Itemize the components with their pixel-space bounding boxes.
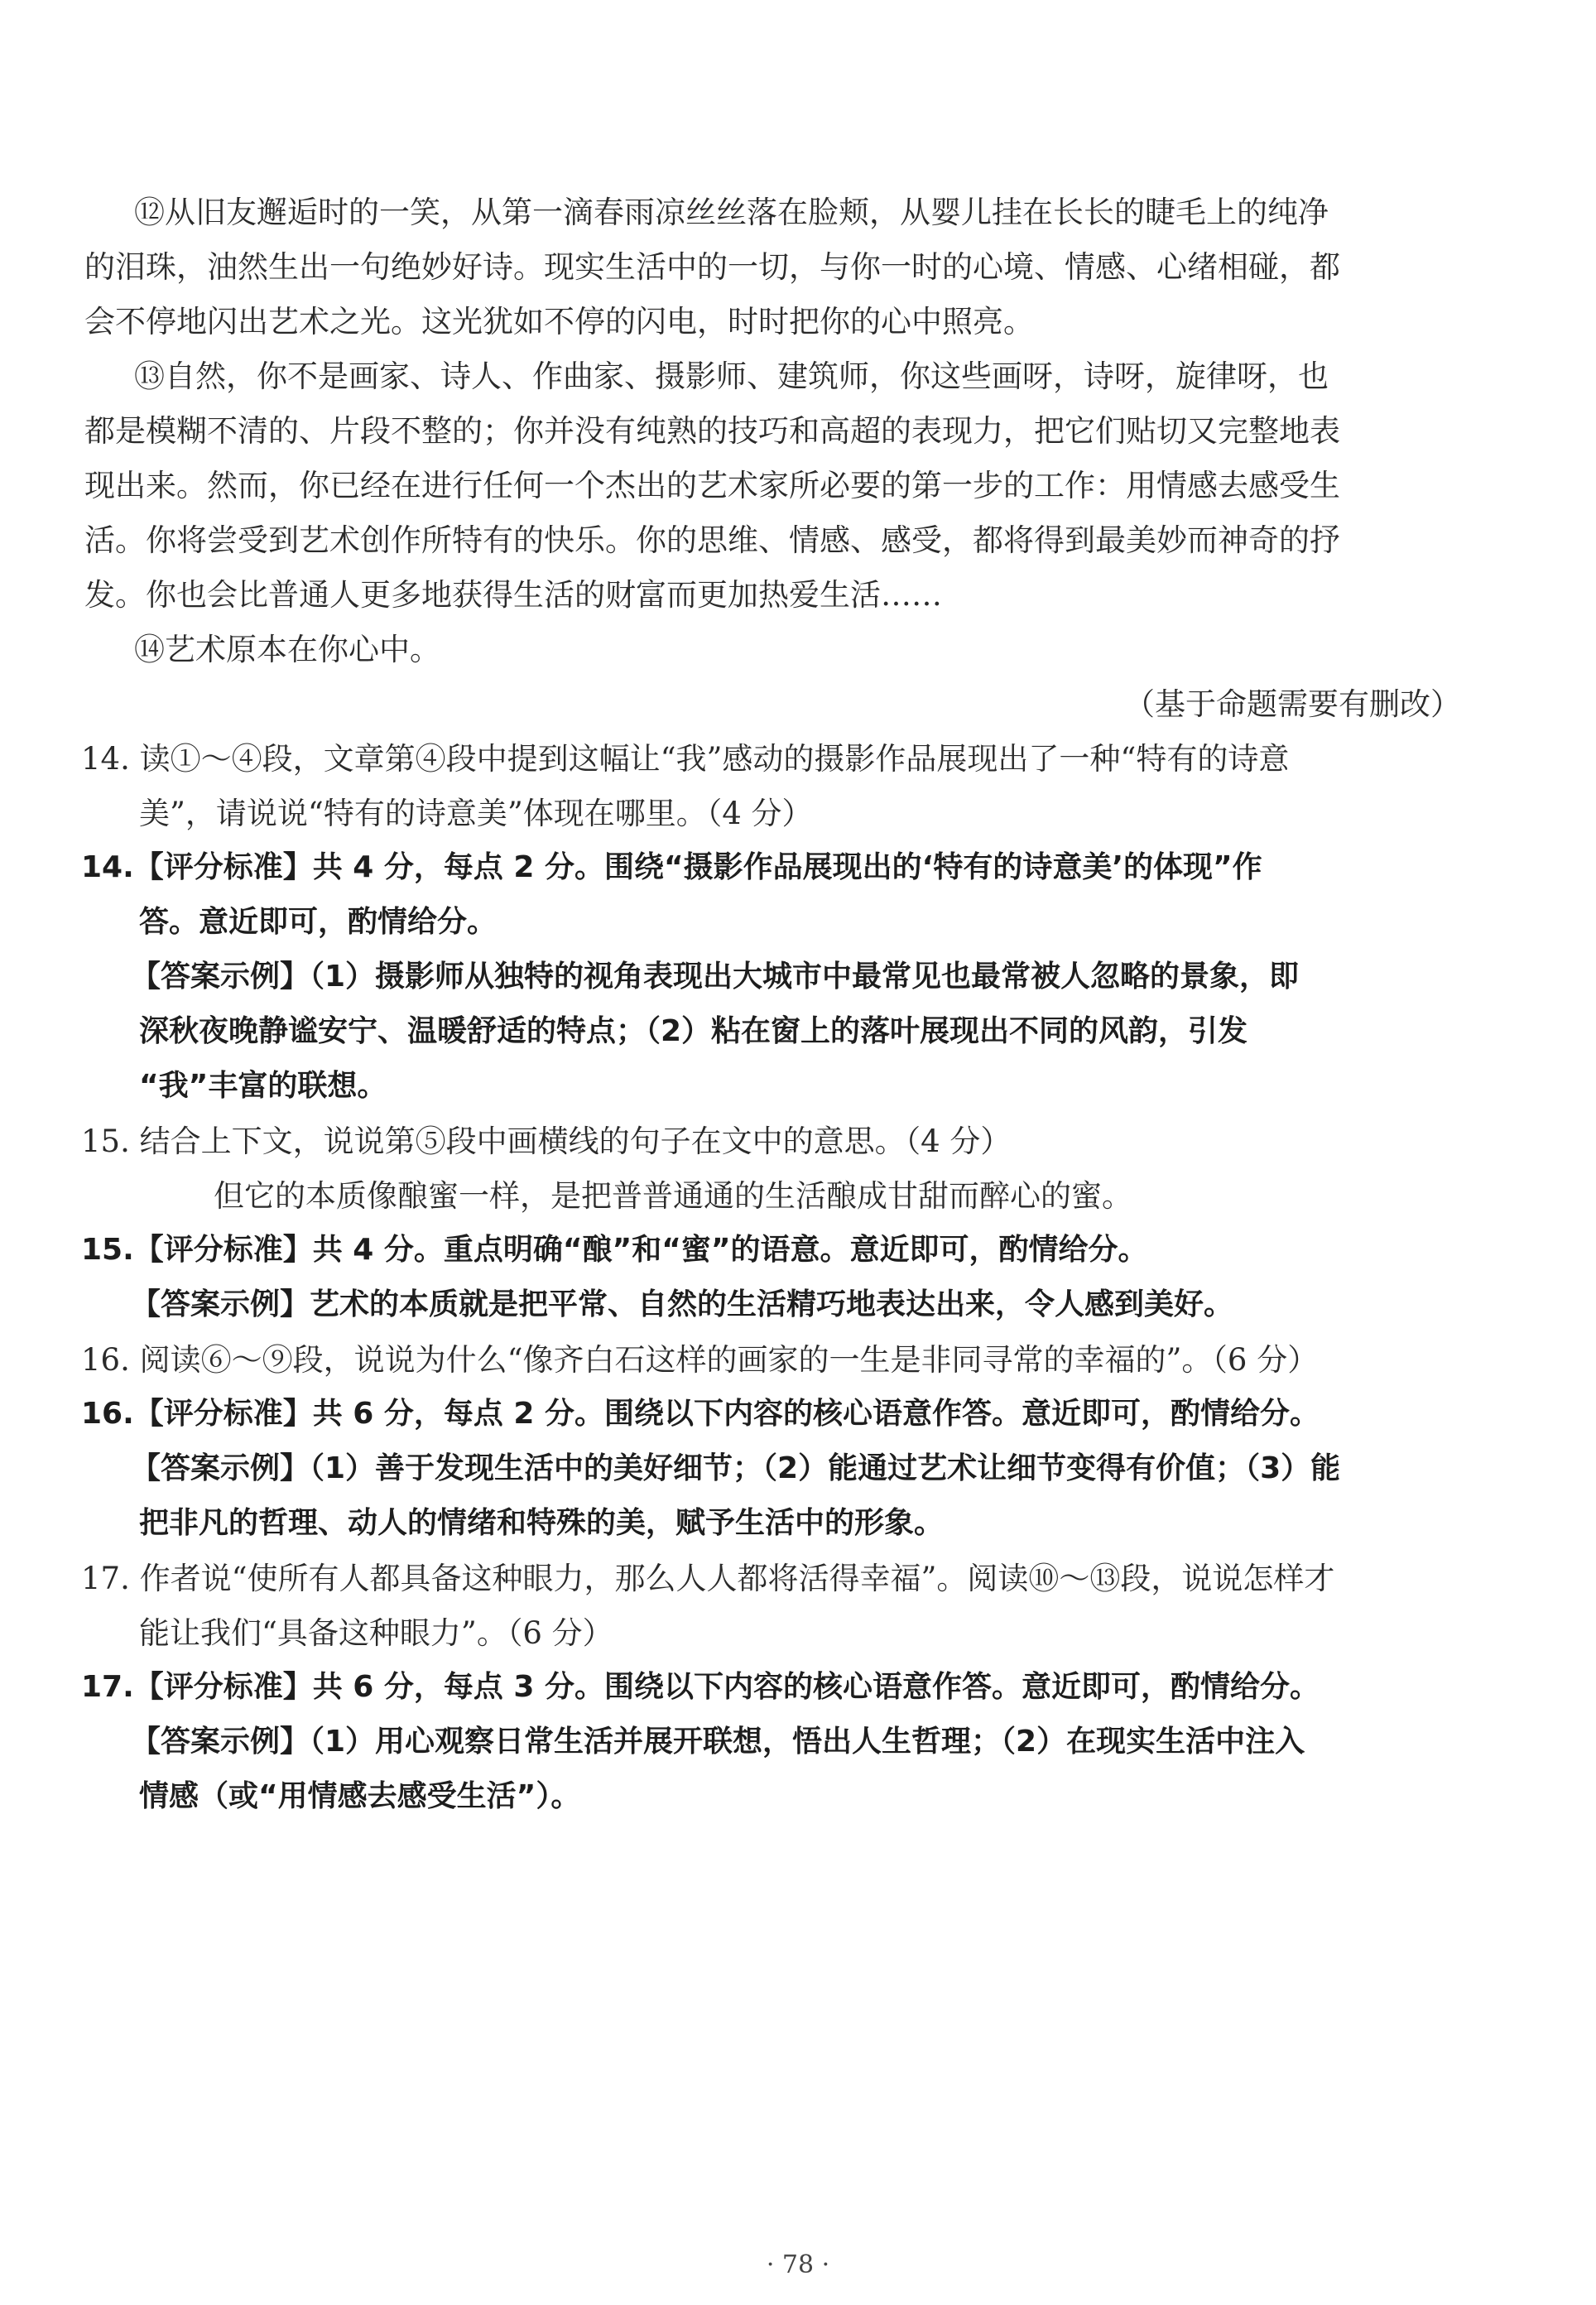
q15-question-line-1: 15. 结合上下文，说说第⑤段中画横线的句子在文中的意思。（4 分） (81, 1124, 1012, 1159)
q14-criteria-line-2: 答。意近即可，酌情给分。 (139, 905, 498, 939)
p14-line: ⑭艺术原本在你心中。 (134, 632, 440, 667)
q15-criteria-line-1: 15.【评分标准】共 4 分。重点明确“酿”和“蜜”的语意。意近即可，酌情给分。 (81, 1233, 1148, 1267)
p13-line-1: ⑬自然，你不是画家、诗人、作曲家、摄影师、建筑师，你这些画呀，诗呀，旋律呀，也 (134, 359, 1329, 394)
q15-quote: 但它的本质像酿蜜一样，是把普普通通的生活酿成甘甜而醉心的蜜。 (214, 1178, 1132, 1214)
source-note: （基于命题需要有删改） (1124, 686, 1461, 722)
q15-answer-line-1: 【答案示例】艺术的本质就是把平常、自然的生活精巧地表达出来，令人感到美好。 (131, 1287, 1234, 1321)
p13-line-4: 活。你将尝受到艺术创作所特有的快乐。你的思维、情感、感受，都将得到最美妙而神奇的抒 (84, 522, 1340, 558)
q16-criteria-line-1: 16.【评分标准】共 6 分，每点 2 分。围绕以下内容的核心语意作答。意近即可，酌情给分。 (81, 1397, 1320, 1431)
q17-answer-line-1: 【答案示例】（1）用心观察日常生活并展开联想，悟出人生哲理；（2）在现实生活中注入 (131, 1725, 1305, 1759)
q17-question-line-1: 17. 作者说“使所有人都具备这种眼力，那么人人都将活得幸福”。阅读⑩～⑬段，说说怎样才 (81, 1561, 1335, 1596)
q14-question-line-2: 美”，请说说“特有的诗意美”体现在哪里。（4 分） (139, 796, 813, 831)
q17-criteria-line-1: 17.【评分标准】共 6 分，每点 3 分。围绕以下内容的核心语意作答。意近即可，酌情给分。 (81, 1670, 1320, 1704)
q14-criteria-line-1: 14.【评分标准】共 4 分，每点 2 分。围绕“摄影作品展现出的‘特有的诗意美’的体现”作 (81, 850, 1262, 884)
q14-answer-line-1: 【答案示例】（1）摄影师从独特的视角表现出大城市中最常见也最常被人忽略的景象，即 (131, 960, 1300, 994)
p13-line-3: 现出来。然而，你已经在进行任何一个杰出的艺术家所必要的第一步的工作：用情感去感受生 (84, 468, 1340, 503)
p13-line-2: 都是模糊不清的、片段不整的；你并没有纯熟的技巧和高超的表现力，把它们贴切又完整地表 (84, 413, 1340, 449)
q14-question-line-1: 14. 读①～④段，文章第④段中提到这幅让“我”感动的摄影作品展现出了一种“特有的诗意 (81, 741, 1290, 777)
q17-answer-line-2: 情感（或“用情感去感受生活”）。 (139, 1779, 581, 1813)
page-number: · 78 · (766, 2250, 830, 2279)
q16-answer-line-2: 把非凡的哲理、动人的情绪和特殊的美，赋予生活中的形象。 (139, 1506, 945, 1540)
q16-question-line-1: 16. 阅读⑥～⑨段，说说为什么“像齐白石这样的画家的一生是非同寻常的幸福的”。（6 分） (81, 1342, 1319, 1378)
q14-answer-line-3: “我”丰富的联想。 (139, 1069, 387, 1103)
p13-line-5: 发。你也会比普通人更多地获得生活的财富而更加热爱生活…… (84, 577, 942, 613)
q14-answer-line-2: 深秋夜晚静谧安宁、温暖舒适的特点；（2）粘在窗上的落叶展现出不同的风韵，引发 (139, 1014, 1248, 1048)
p12-line-2: 的泪珠，油然生出一句绝妙好诗。现实生活中的一切，与你一时的心境、情感、心绪相碰，都 (84, 249, 1340, 285)
p12-line-3: 会不停地闪出艺术之光。这光犹如不停的闪电，时时把你的心中照亮。 (84, 304, 1034, 339)
q17-question-line-2: 能让我们“具备这种眼力”。（6 分） (139, 1615, 613, 1651)
p12-line-1: ⑫从旧友邂逅时的一笑，从第一滴春雨凉丝丝落在脸颊，从婴儿挂在长长的睫毛上的纯净 (134, 195, 1329, 230)
q16-answer-line-1: 【答案示例】（1）善于发现生活中的美好细节；（2）能通过艺术让细节变得有价值；（3）能 (131, 1451, 1341, 1485)
